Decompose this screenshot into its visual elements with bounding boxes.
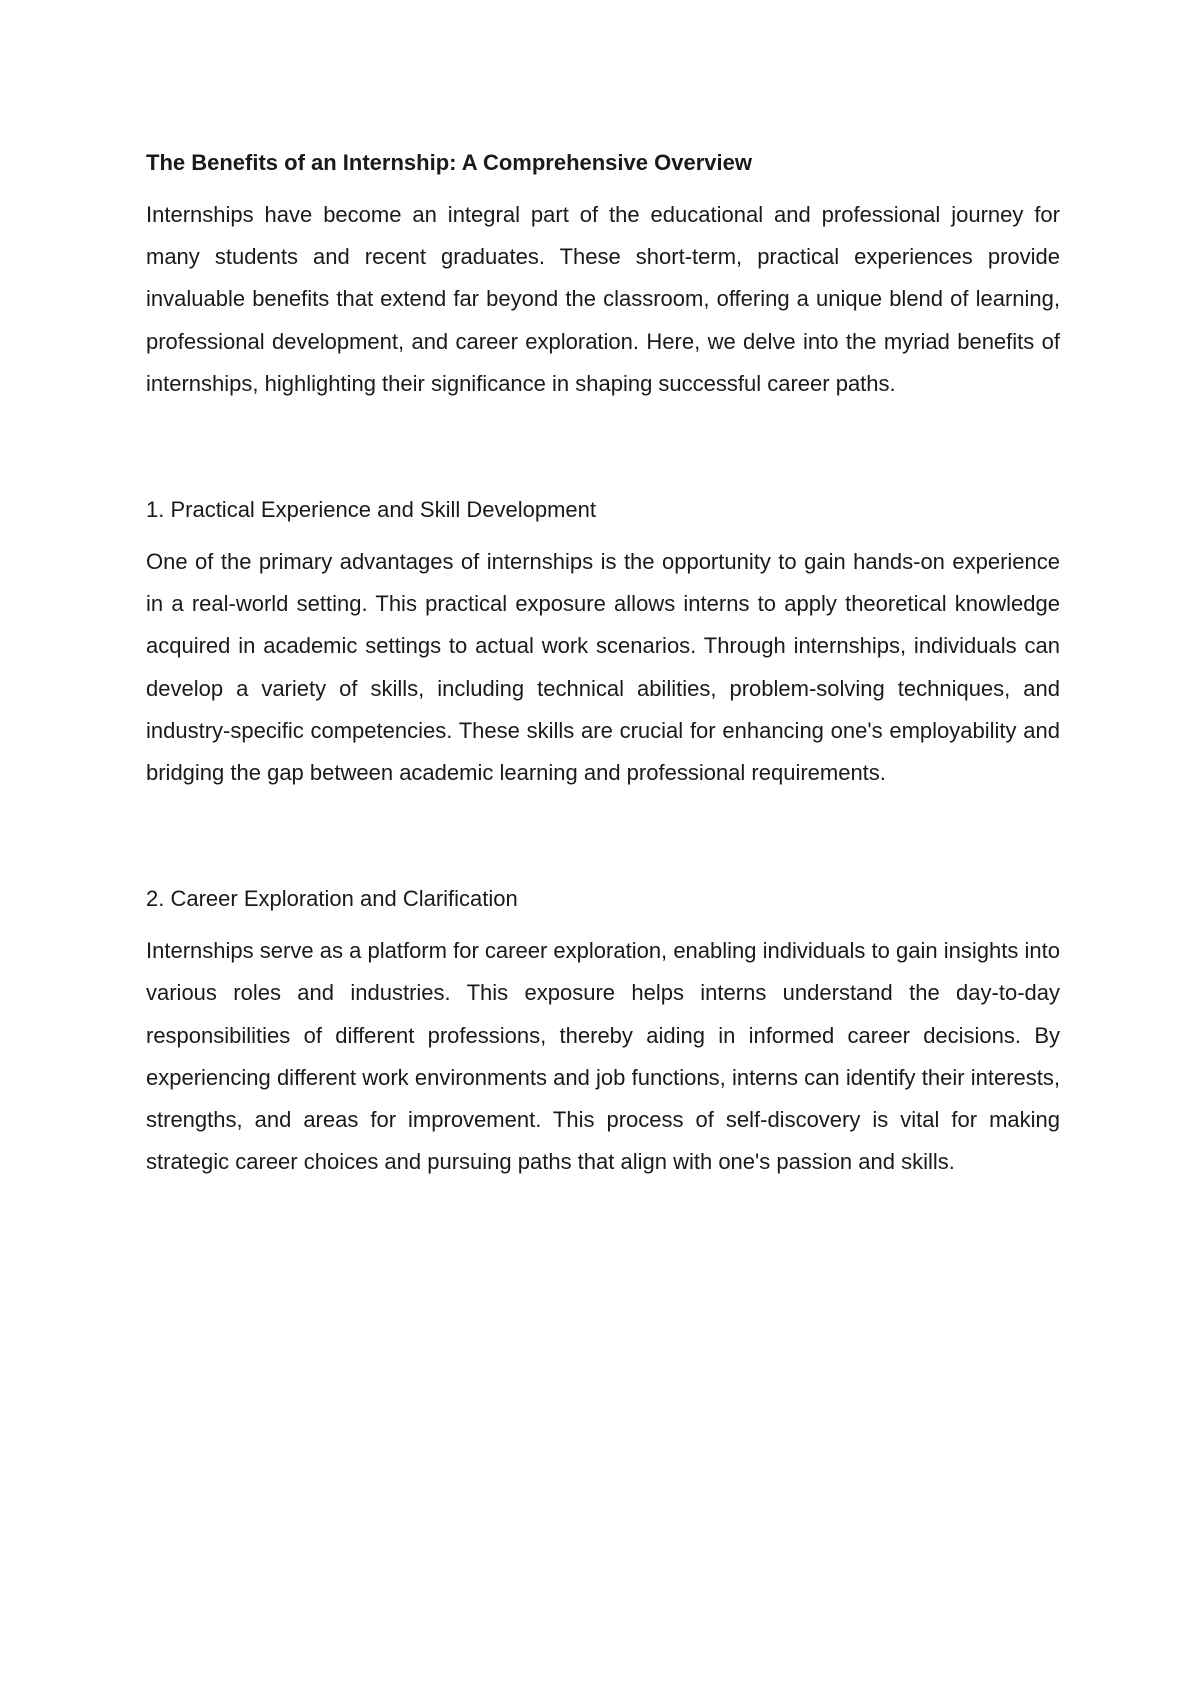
section-body-career-exploration: Internships serve as a platform for career exploration, enabling individuals to gain insights into various roles and industries. This exposure helps interns understand the day-to-day responsibilities of different professions, thereby aiding in informed career decisions. By experiencing different work environments and job functions, interns can identify their interests, strengths, and areas for improvement. This process of self-discovery is vital for making strategic career choices and pursuing paths that align with one's passion and skills.: [146, 938, 1060, 1175]
section-body-practical-experience: One of the primary advantages of internships is the opportunity to gain hands-on experience in a real-world setting. This practical exposure allows interns to apply theoretical knowledge acquired in academic settings to actual work scenarios. Through internships, individuals can develop a variety of skills, including technical abilities, problem-solving techniques, and industry-specific competencies. These skills are crucial for enhancing one's employability and bridging the gap between academic learning and professional requirements.: [146, 549, 1060, 786]
section-heading-practical-experience: 1. Practical Experience and Skill Development: [146, 497, 597, 523]
section-heading-career-exploration: 2. Career Exploration and Clarification: [146, 886, 518, 912]
document-title: The Benefits of an Internship: A Comprehensive Overview: [146, 150, 752, 175]
document-content: [146, 142, 1060, 1183]
intro-paragraph: Internships have become an integral part of the educational and professional journey for many students and recent graduates. These short-term, practical experiences provide invaluable benefits that extend far beyond the classroom, offering a unique blend of learning, professional development, and career exploration. Here, we delve into the myriad benefits of internships, highlighting their significance in shaping successful career paths.: [146, 202, 1060, 396]
